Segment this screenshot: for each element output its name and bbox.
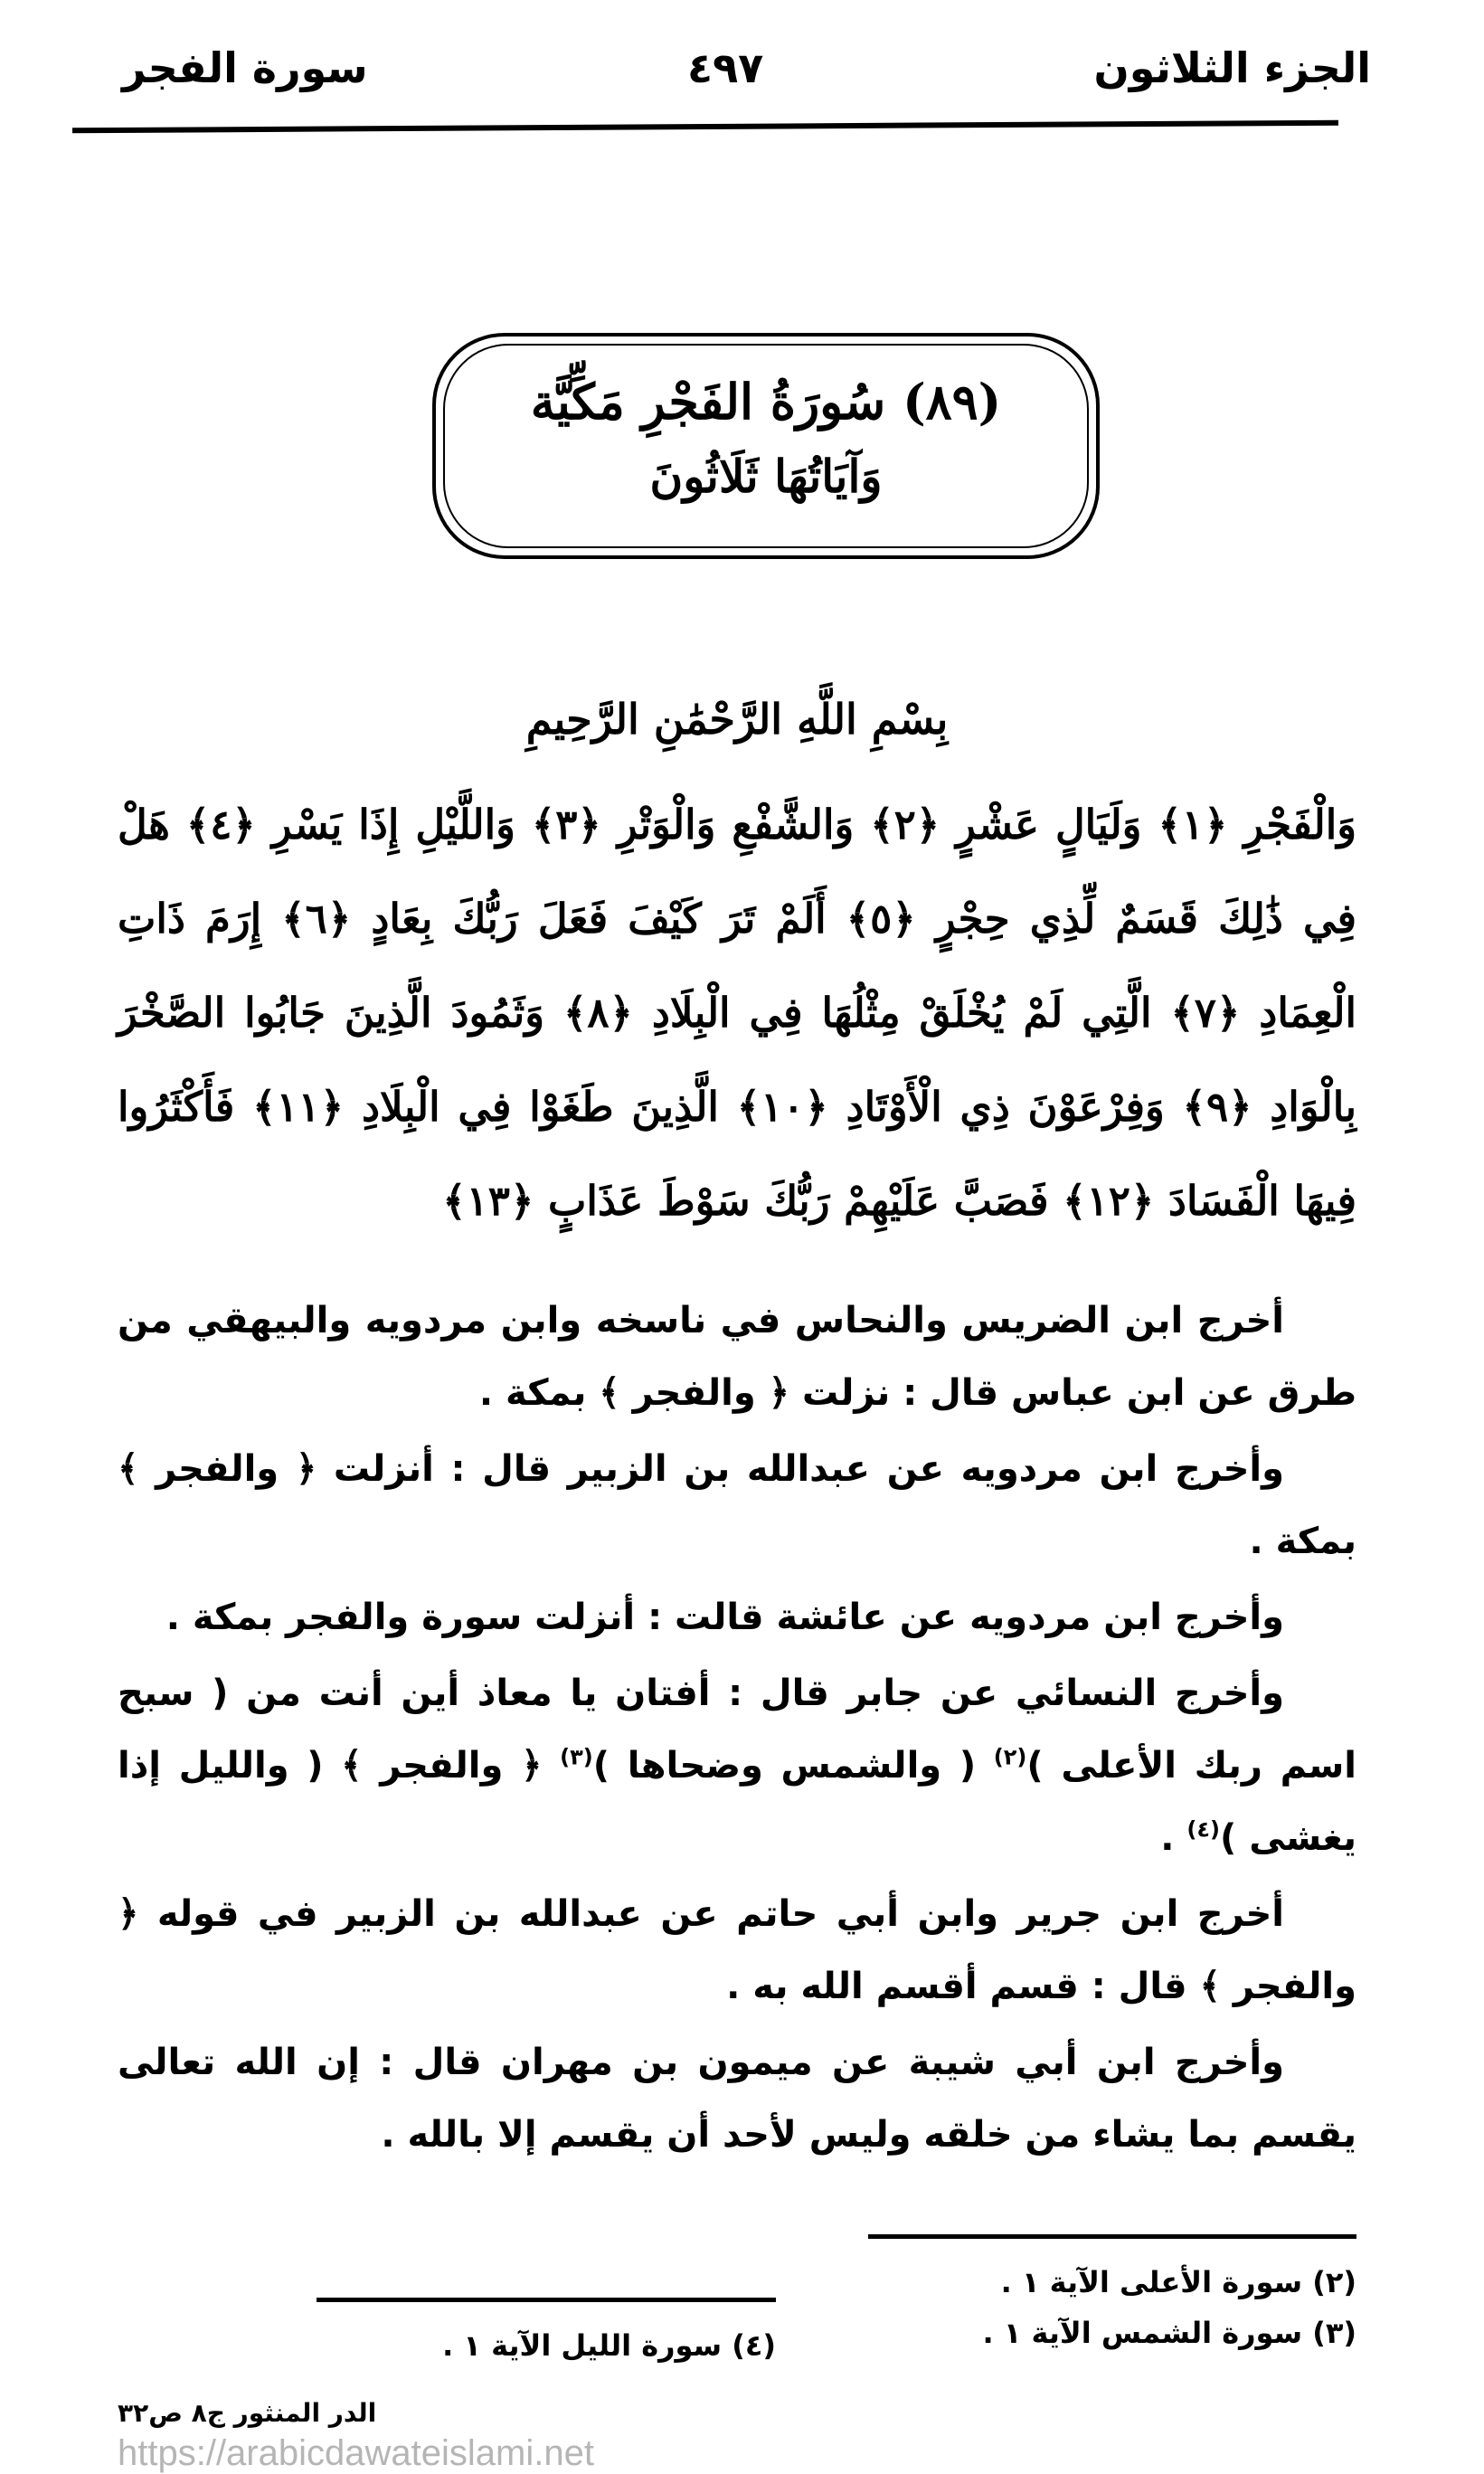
body-line: قال : قسم أقسم الله به .	[726, 1966, 1187, 2007]
body-text: الأعلى )	[1026, 1745, 1177, 1787]
footnote-ref: (٢)	[993, 1744, 1027, 1770]
source-reference: الدر المنثور ج٨ ص٣٢	[118, 2398, 377, 2428]
footnotes	[118, 2234, 1356, 2371]
commentary-paragraph	[118, 1581, 1356, 1654]
running-header-juz: الجزء الثلاثون	[1093, 43, 1371, 92]
commentary-paragraph	[118, 1433, 1356, 1578]
body-text: ( والشمس وضحاها )	[592, 1745, 994, 1787]
surah-title-cartouche	[432, 333, 1100, 559]
page-number: ٤٩٧	[687, 43, 764, 92]
commentary-paragraph	[118, 2026, 1356, 2171]
footnote-ref: (٣)	[560, 1744, 593, 1770]
footnote-4: (٤) سورة الليل الآية ١ .	[442, 2328, 776, 2363]
footnote-column-left	[317, 2234, 776, 2371]
footnote-rule	[868, 2234, 1356, 2239]
surah-verse-count: وَآيَاتُهَا ثَلَاثُونَ	[649, 450, 883, 503]
footnote-rule	[317, 2298, 776, 2302]
verse-line: حِجْرٍ ﴿٥﴾ أَلَمْ تَرَ كَيْفَ فَعَلَ رَبُّكَ بِعَادٍ ﴿٦﴾ إِرَمَ ذَاتِ الْعِمَادِ ﴿٧﴾ الَّتِي لَمْ يُخْلَقْ مِثْلُهَا	[118, 895, 1356, 1037]
verse-line: وَالْفَجْرِ ﴿١﴾ وَلَيَالٍ عَشْرٍ ﴿٢﴾ وَالشَّفْعِ وَالْوَتْرِ ﴿٣﴾ وَاللَّيْلِ إِذَا يَسْرِ ﴿٤﴾ هَلْ فِي ذَٰلِكَ قَسَمٌ لِّذِي	[118, 801, 1357, 943]
header-rule	[72, 120, 1338, 134]
commentary-paragraph	[118, 1657, 1356, 1874]
page-body	[118, 678, 1356, 2474]
body-line: عباس قال : نزلت ﴿ والفجر ﴾ بمكة .	[478, 1372, 1114, 1414]
surah-title: (٨٩) سُورَةُ الفَجْرِ مَكِّيَّة	[530, 373, 1002, 431]
footnote-3: (٣) سورة الشمس الآية ١ .	[982, 2316, 1356, 2350]
verse-line: فِي الْبِلَادِ ﴿٨﴾ وَثَمُودَ الَّذِينَ جَابُوا الصَّخْرَ بِالْوَادِ ﴿٩﴾ وَفِرْعَوْنَ ذِي الْأَوْتَادِ ﴿١٠﴾ الَّذِينَ طَغَوْا	[118, 989, 1356, 1131]
footnote-column-right	[868, 2234, 1356, 2371]
footnote-2: (٢) سورة الأعلى الآية ١ .	[1000, 2265, 1356, 2299]
basmala: بِسْمِ اللَّهِ الرَّحْمَٰنِ الرَّحِيمِ	[525, 695, 949, 744]
body-line: وأخرج ابن أبي شيبة عن ميمون بن مهران قال : إن الله تعالى يقسم بما يشاء	[118, 2042, 1356, 2156]
commentary-paragraph	[118, 1284, 1356, 1429]
quran-verses	[118, 778, 1356, 1248]
running-header-surah: سورة الفجر	[122, 43, 368, 92]
footnote-ref: (٤)	[1186, 1816, 1221, 1843]
verse-line: فِي الْبِلَادِ ﴿١١﴾ فَأَكْثَرُوا فِيهَا الْفَسَادَ ﴿١٢﴾ فَصَبَّ عَلَيْهِمْ رَبُّكَ سَوْطَ عَذَابٍ ﴿١٣﴾	[118, 1083, 1356, 1225]
body-line: أخرج ابن الضريس والنحاس في ناسخه وابن مردويه والبيهقي من طرق عن ابن	[118, 1300, 1356, 1414]
body-line: وأخرج ابن مردويه عن عبدالله بن الزبير قال : أنزلت ﴿ والفجر ﴾ بمكة .	[118, 1448, 1356, 1562]
commentary-paragraph	[118, 1878, 1356, 2023]
body-line: وأخرج النسائي عن جابر قال : أفتان يا معاذ أين أنت من ( سبح اسم ربك	[118, 1673, 1356, 1787]
body-line: أخرج ابن جرير وابن أبي حاتم عن عبدالله بن الزبير في قوله ﴿ والفجر ﴾	[118, 1893, 1356, 2007]
source-reference-row	[118, 2398, 1356, 2428]
body-text: ﴿ والفجر ﴾ ( والليل إذا يغشى )	[118, 1745, 1356, 1859]
watermark-url: https://arabicdawateislami.net	[118, 2433, 594, 2473]
body-line: من خلقه وليس لأحد أن يقسم إلا بالله .	[381, 2114, 1081, 2156]
body-text: .	[1160, 1817, 1187, 1859]
body-line: وأخرج ابن مردويه عن عائشة قالت : أنزلت سورة والفجر بمكة .	[165, 1597, 1284, 1638]
